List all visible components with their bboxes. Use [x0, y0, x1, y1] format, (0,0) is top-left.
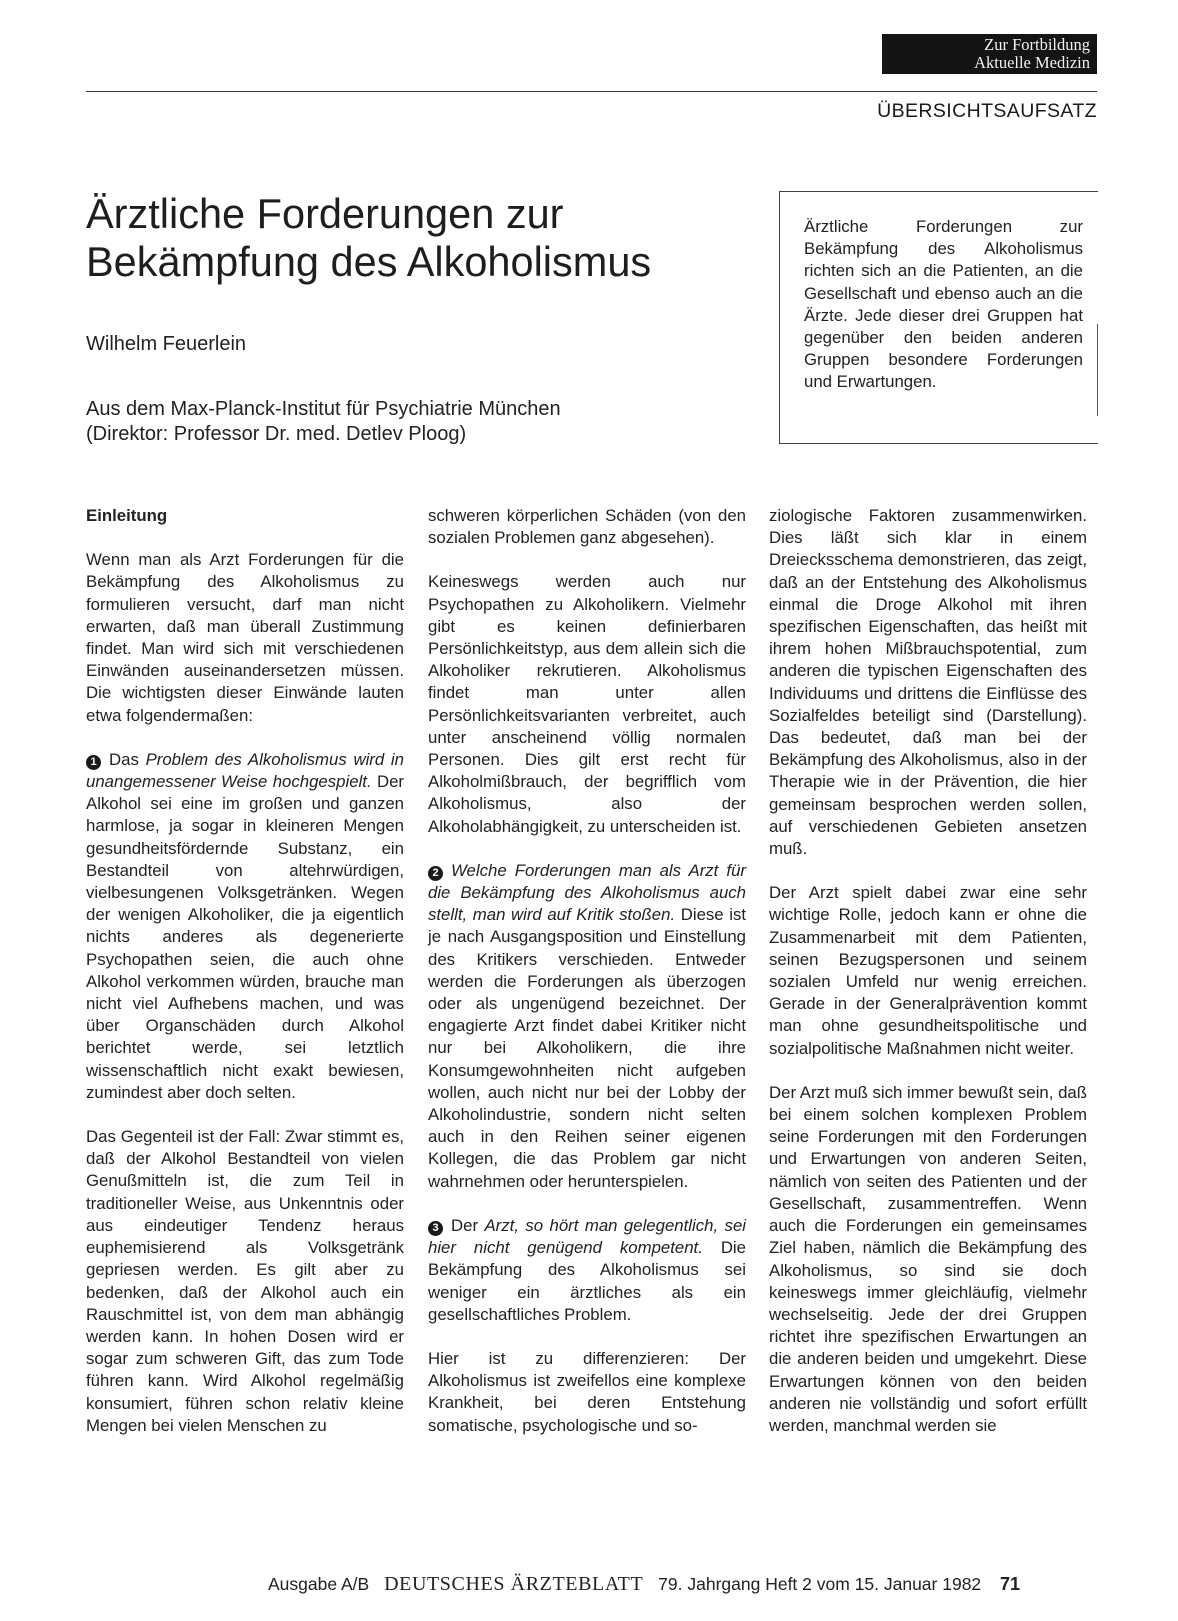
badge-line-1: Zur Fortbildung — [984, 35, 1090, 54]
issue-info: 79. Jahrgang Heft 2 vom 15. Januar 1982 — [658, 1574, 982, 1594]
header-rule — [86, 91, 1097, 92]
paragraph: Der Arzt spielt dabei zwar eine sehr wichtige Rolle, jedoch kann er ohne die Zusammenarbeit mit dem Patienten, seinen Bezugspersonen und seinem sozialen Umfeld nur wenig erreichen. Gerade in der Generalprävention kommt man ohne gesundheitspolitische und sozialpolitische Maßnahmen nicht weiter. — [769, 883, 1087, 1058]
paragraph: Hier ist zu differenzieren: Der Alkoholismus ist zweifellos eine komplexe Krankheit, bei deren Entstehung somatische, psychologische und so- — [428, 1348, 746, 1435]
section-label: ÜBERSICHTSAUFSATZ — [877, 100, 1097, 122]
paragraph: Das Gegenteil ist der Fall: Zwar stimmt es, daß der Alkohol Bestandteil von vielen Genußmitteln ist, die zum Teil in traditioneller Weise, aus Unkenntnis oder aus eindeutiger Tendenz heraus euphemisierend als Volksgetränk gepriesen werden. Es gilt aber zu bedenken, daß der Alkohol auch ein Rauschmittel ist, von dem man abhängig werden kann. In hohen Dosen wird er sogar zum schweren Gift, das zum Tode führen kann. Wird Alkohol regelmäßig konsumiert, führen schon relativ kleine Mengen bei vielen Menschen zu — [86, 1127, 404, 1435]
objection-1 — [86, 749, 404, 1104]
objection-text: Diese ist je nach Ausgangsposition und Einstellung des Kritikers verschieden. Entweder werden die Forderungen als überzogen oder als ungenügend bezeichnet. Der engagierte Arzt findet dabei Kritiker nicht nur bei Alkoholikern, die ihre Konsumgewohnheiten nicht aufgeben wollen, auch nicht nur bei der Lobby der Alkoholindustrie, sondern nicht selten auch in den Reihen seiner eigenen Kollegen, die das Problem gar nicht wahrnehmen oder herunterspielen. — [428, 905, 746, 1191]
abstract-text: Ärztliche Forderungen zur Bekämpfung des Alkoholismus richten sich an die Patienten, an die Gesellschaft und ebenso auch an die Ärzte. Jede dieser drei Gruppen hat gegenüber den beiden anderen Gruppen besondere Forderungen und Erwartungen. — [804, 217, 1083, 392]
objection-emphasis: Problem des Alkoholismus wird in unangemessener Weise hochgespielt. — [86, 749, 404, 792]
number-marker-3: 3 — [428, 1221, 443, 1236]
page-number: 71 — [1000, 1574, 1021, 1594]
section-heading: Einleitung — [86, 506, 168, 525]
section-badge — [882, 34, 1097, 74]
journal-name: DEUTSCHES ÄRZTEBLATT — [384, 1573, 644, 1595]
objection-text: Der Alkohol sei eine im großen und ganzen harmlose, ja sogar in kleineren Mengen gesundheitsfördernde Substanz, ein Bestandteil von altehrwürdigen, vielbesungenen Volksgetränken. Wegen der wenigen Alkoholiker, die ja eigentlich nichts anderes als degenerierte Psychopathen seien, die auch ohne Alkohol verkommen würden, brauche man nicht viel Aufhebens machen, und was über Organschäden durch Alkohol berichtet werde, sei letztlich wissenschaftlich nicht exakt bewiesen, zumindest aber doch selten. — [86, 772, 405, 1102]
objection-2 — [428, 860, 746, 1193]
affiliation — [86, 397, 561, 447]
affiliation-line-2: (Direktor: Professor Dr. med. Detlev Ploog) — [86, 423, 467, 445]
edition-label: Ausgabe A/B — [268, 1574, 370, 1594]
objection-emphasis: Welche Forderungen man als Arzt für die Bekämpfung des Alkoholismus auch stellt, man wird auf Kritik stoßen. — [428, 860, 746, 925]
number-marker-2: 2 — [428, 866, 443, 881]
objection-lead: Das — [109, 749, 146, 769]
body-column-3 — [769, 505, 1087, 1437]
page-footer — [268, 1573, 1020, 1596]
paragraph: schweren körperlichen Schäden (von den sozialen Problemen ganz abgesehen). — [428, 506, 746, 548]
badge-line-2: Aktuelle Medizin — [974, 53, 1090, 72]
paragraph: Keineswegs werden auch nur Psychopathen zu Alkoholikern. Vielmehr gibt es keinen definierbaren Persönlichkeitstyp, aus dem allein sich die Alkoholiker rekrutieren. Alkoholismus findet man unter allen Persönlichkeitsvarianten verbreitet, auch unter anscheinend völlig normalen Personen. Dies gilt erst recht für Alkoholmißbrauch, der begrifflich vom Alkoholismus, also der Alkoholabhängigkeit, zu unterscheiden ist. — [428, 572, 746, 836]
body-column-1 — [86, 505, 404, 1437]
objection-text: Die Bekämpfung des Alkoholismus sei weniger ein ärztliches als ein gesellschaftliches Problem. — [428, 1238, 746, 1324]
objection-3 — [428, 1215, 746, 1326]
author-name: Wilhelm Feuerlein — [86, 333, 247, 355]
paragraph: Der Arzt muß sich immer bewußt sein, daß bei einem solchen komplexen Problem seine Forderungen mit den Forderungen und Erwartungen von anderen Seiten, nämlich von seiten des Patienten und der Gesellschaft, zusammentreffen. Wenn auch die Forderungen ein gemeinsames Ziel haben, nämlich die Bekämpfung des Alkoholismus, so sind sie doch keineswegs immer gleichläufig, vielmehr wechselseitig. Jede der drei Gruppen richtet ihre spezifischen Erwartungen an die anderen beiden und umgekehrt. Diese Erwartungen können von den beiden anderen nie vollständig und sofort erfüllt werden, manchmal werden sie — [769, 1082, 1087, 1435]
abstract-box-edge — [1097, 324, 1098, 416]
paragraph: Wenn man als Arzt Forderungen für die Bekämpfung des Alkoholismus zu formulieren versucht, darf man nicht erwarten, daß man überall Zustimmung findet. Man wird sich mit verschiedenen Einwänden auseinandersetzen müssen. Die wichtigsten dieser Einwände lauten etwa folgendermaßen: — [86, 550, 404, 725]
article-title: Ärztliche Forderungen zur Bekämpfung des Alkoholismus — [86, 190, 652, 285]
objection-emphasis: Arzt, so hört man gelegentlich, sei hier nicht genügend kompetent. — [428, 1215, 747, 1258]
affiliation-line-1: Aus dem Max-Planck-Institut für Psychiatrie München — [86, 398, 561, 420]
objection-lead: Der — [451, 1215, 485, 1235]
number-marker-1: 1 — [86, 755, 101, 770]
body-column-2 — [428, 505, 746, 1437]
paragraph: ziologische Faktoren zusammenwirken. Dies läßt sich klar in einem Dreiecksschema demonstrieren, das zeigt, daß an der Entstehung des Alkoholismus einmal die Droge Alkohol mit ihren spezifischen Eigenschaften, das heißt mit ihrem hohen Mißbrauchspotential, zum anderen die typischen Eigenschaften des Individuums und drittens die Einflüsse des Sozialfeldes beteiligt sind (Darstellung). Das bedeutet, daß man bei der Bekämpfung des Alkoholismus, also in der Therapie wie in der Prävention, die hier gemeinsam besprochen werden sollen, auf verschiedenen Gebieten ansetzen muß. — [769, 506, 1087, 859]
